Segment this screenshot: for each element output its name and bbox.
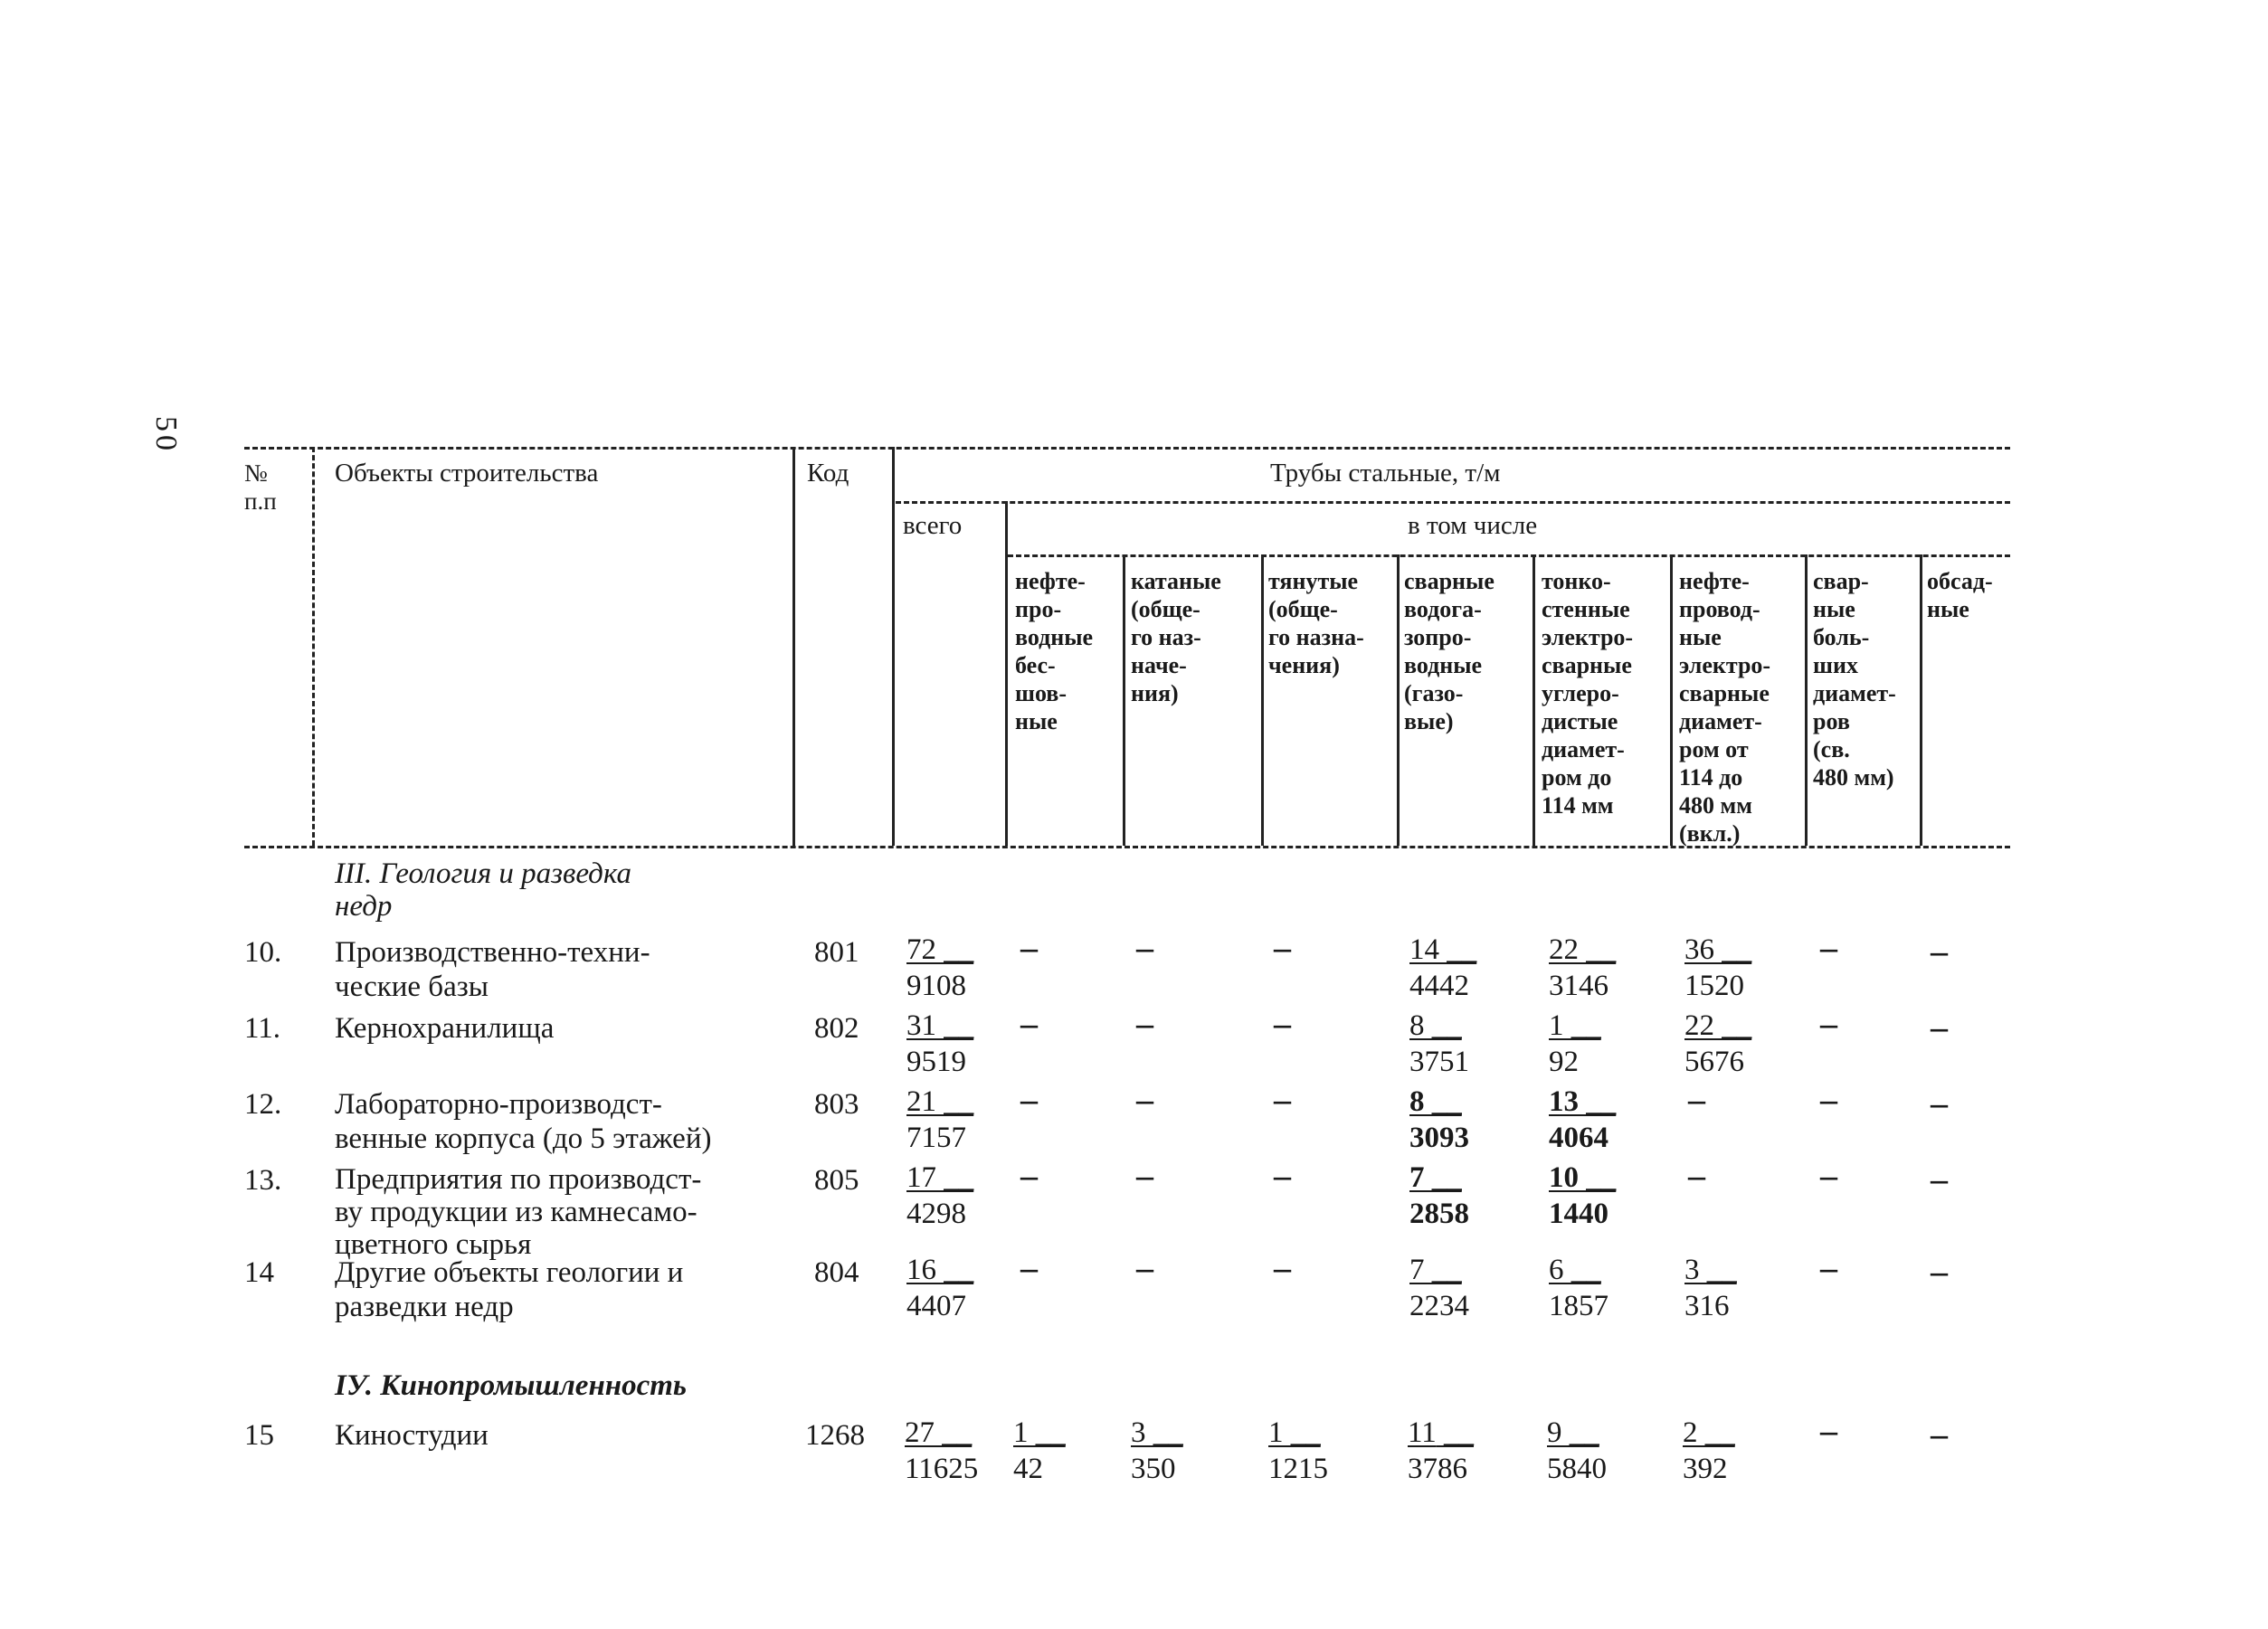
cell-dash: –: [1274, 929, 1291, 967]
col-divider-object: [792, 447, 795, 846]
row-total: $\frac{27 \_\_}{11625}$: [905, 1415, 978, 1487]
cell-dash: –: [1274, 1249, 1291, 1287]
cell-dash: –: [1820, 1005, 1837, 1043]
cell-dash: –: [1688, 1081, 1705, 1119]
row-code: 802: [814, 1012, 859, 1045]
row-number: 12.: [244, 1088, 282, 1121]
header-rule-3: [1008, 554, 2010, 557]
row-total: $\frac{72 \_\_}{9108}$: [906, 932, 973, 1004]
table-top-rule: [244, 447, 2010, 450]
header-object: Объекты строительства: [335, 459, 599, 488]
cell-dash: –: [1820, 929, 1837, 967]
col-divider-2: [1261, 554, 1264, 846]
cell-value: $\frac{6 \_\_}{1857}$: [1549, 1252, 1608, 1324]
row-code: 1268: [805, 1419, 865, 1452]
col-divider-6: [1805, 554, 1808, 846]
col-divider-3: [1397, 554, 1400, 846]
subcol-casing: обсад- ные: [1927, 568, 1993, 622]
header-pipes: Трубы стальные, т/м: [1270, 459, 1501, 488]
cell-value: $\frac{3 \_\_}{316}$: [1684, 1252, 1737, 1324]
cell-dash: –: [1274, 1157, 1291, 1195]
cell-dash: –: [1931, 933, 1948, 971]
cell-value: $\frac{13 \_\_}{4064}$: [1549, 1084, 1616, 1156]
cell-dash: –: [1274, 1005, 1291, 1043]
cell-value: $\frac{7 \_\_}{2858}$: [1409, 1160, 1469, 1232]
header-including: в том числе: [1408, 511, 1538, 540]
cell-dash: –: [1136, 929, 1153, 967]
cell-dash: –: [1820, 1081, 1837, 1119]
cell-value: $\frac{9 \_\_}{5840}$: [1547, 1415, 1607, 1487]
cell-dash: –: [1020, 1005, 1038, 1043]
row-name: Лабораторно-производст- венные корпуса (до 5 этажей): [335, 1088, 712, 1155]
cell-value: $\frac{11 \_\_}{3786}$: [1408, 1415, 1474, 1487]
row-name: Киностудии: [335, 1419, 489, 1452]
cell-dash: –: [1274, 1081, 1291, 1119]
cell-value: $\frac{1 \_\_}{1215}$: [1268, 1415, 1328, 1487]
col-divider-4: [1533, 554, 1535, 846]
header-total: всего: [903, 511, 963, 540]
row-total: $\frac{16 \_\_}{4407}$: [906, 1252, 973, 1324]
row-total: $\frac{31 \_\_}{9519}$: [906, 1008, 973, 1080]
row-name: Кернохранилища: [335, 1012, 555, 1045]
cell-dash: –: [1020, 929, 1038, 967]
col-divider-code: [892, 447, 895, 846]
cell-value: $\frac{10 \_\_}{1440}$: [1549, 1160, 1616, 1232]
cell-value: $\frac{36 \_\_}{1520}$: [1684, 932, 1751, 1004]
row-number: 15: [244, 1419, 274, 1452]
row-name: Предприятия по производст- ву продукции из камнесамо- цветного сырья: [335, 1163, 702, 1261]
row-code: 804: [814, 1256, 859, 1289]
row-name: Производственно-техни- ческие базы: [335, 936, 650, 1003]
cell-dash: –: [1820, 1412, 1837, 1450]
row-code: 803: [814, 1088, 859, 1121]
row-number: 13.: [244, 1164, 282, 1197]
header-rule-2: [896, 501, 2010, 504]
cell-dash: –: [1931, 1160, 1948, 1198]
cell-dash: –: [1931, 1416, 1948, 1454]
cell-value: $\frac{8 \_\_}{3751}$: [1409, 1008, 1469, 1080]
cell-value: $\frac{3 \_\_}{350}$: [1131, 1415, 1183, 1487]
header-num: № п.п: [244, 459, 277, 515]
row-code: 801: [814, 936, 859, 969]
subcol-seamless-oil: нефте- про- водные бес- шов- ные: [1015, 568, 1094, 734]
cell-dash: –: [1136, 1081, 1153, 1119]
col-divider-5: [1670, 554, 1673, 846]
subcol-rolled: катаные (обще- го наз- наче- ния): [1131, 568, 1221, 706]
cell-value: $\frac{14 \_\_}{4442}$: [1409, 932, 1476, 1004]
cell-dash: –: [1020, 1249, 1038, 1287]
cell-dash: –: [1931, 1009, 1948, 1047]
row-number: 11.: [244, 1012, 281, 1045]
subcol-drawn: тянутые (обще- го назна- чения): [1268, 568, 1364, 678]
cell-value: $\frac{22 \_\_}{5676}$: [1684, 1008, 1751, 1080]
cell-value: $\frac{8 \_\_}{3093}$: [1409, 1084, 1469, 1156]
subcol-thin-wall: тонко- стенные электро- сварные углеро- дистые диамет- ром до 114 мм: [1542, 568, 1634, 819]
section-title: III. Геология и разведка недр: [335, 857, 631, 923]
col-divider-1: [1123, 554, 1125, 846]
cell-value: $\frac{1 \_\_}{42}$: [1013, 1415, 1066, 1487]
cell-dash: –: [1020, 1157, 1038, 1195]
section-title: IУ. Кинопромышленность: [335, 1369, 687, 1402]
cell-value: $\frac{2 \_\_}{392}$: [1683, 1415, 1735, 1487]
cell-dash: –: [1136, 1249, 1153, 1287]
cell-dash: –: [1931, 1253, 1948, 1291]
subcol-large-diameter: свар- ные боль- ших диамет- ров (св. 480 мм): [1813, 568, 1896, 791]
page-number: 50: [149, 416, 183, 454]
row-total: $\frac{21 \_\_}{7157}$: [906, 1084, 973, 1156]
row-name: Другие объекты геологии и разведки недр: [335, 1256, 684, 1323]
cell-dash: –: [1820, 1157, 1837, 1195]
row-number: 10.: [244, 936, 282, 969]
cell-value: $\frac{1 \_\_}{92}$: [1549, 1008, 1601, 1080]
cell-dash: –: [1931, 1084, 1948, 1122]
col-divider-7: [1920, 554, 1922, 846]
cell-dash: –: [1820, 1249, 1837, 1287]
cell-dash: –: [1020, 1081, 1038, 1119]
subcol-welded-water-gas: сварные водога- зопро- водные (газо- вые): [1404, 568, 1495, 734]
cell-value: $\frac{7 \_\_}{2234}$: [1409, 1252, 1469, 1324]
row-code: 805: [814, 1164, 859, 1197]
subcol-oil-electro: нефте- провод- ные электро- сварные диамет- ром от 114 до 480 мм (вкл.): [1679, 568, 1771, 847]
cell-dash: –: [1136, 1005, 1153, 1043]
cell-value: $\frac{22 \_\_}{3146}$: [1549, 932, 1616, 1004]
cell-dash: –: [1136, 1157, 1153, 1195]
col-divider-total: [1005, 501, 1008, 846]
row-total: $\frac{17 \_\_}{4298}$: [906, 1160, 973, 1232]
row-number: 14: [244, 1256, 274, 1289]
cell-dash: –: [1688, 1157, 1705, 1195]
header-code: Код: [807, 459, 849, 488]
col-divider-num: [312, 447, 315, 846]
